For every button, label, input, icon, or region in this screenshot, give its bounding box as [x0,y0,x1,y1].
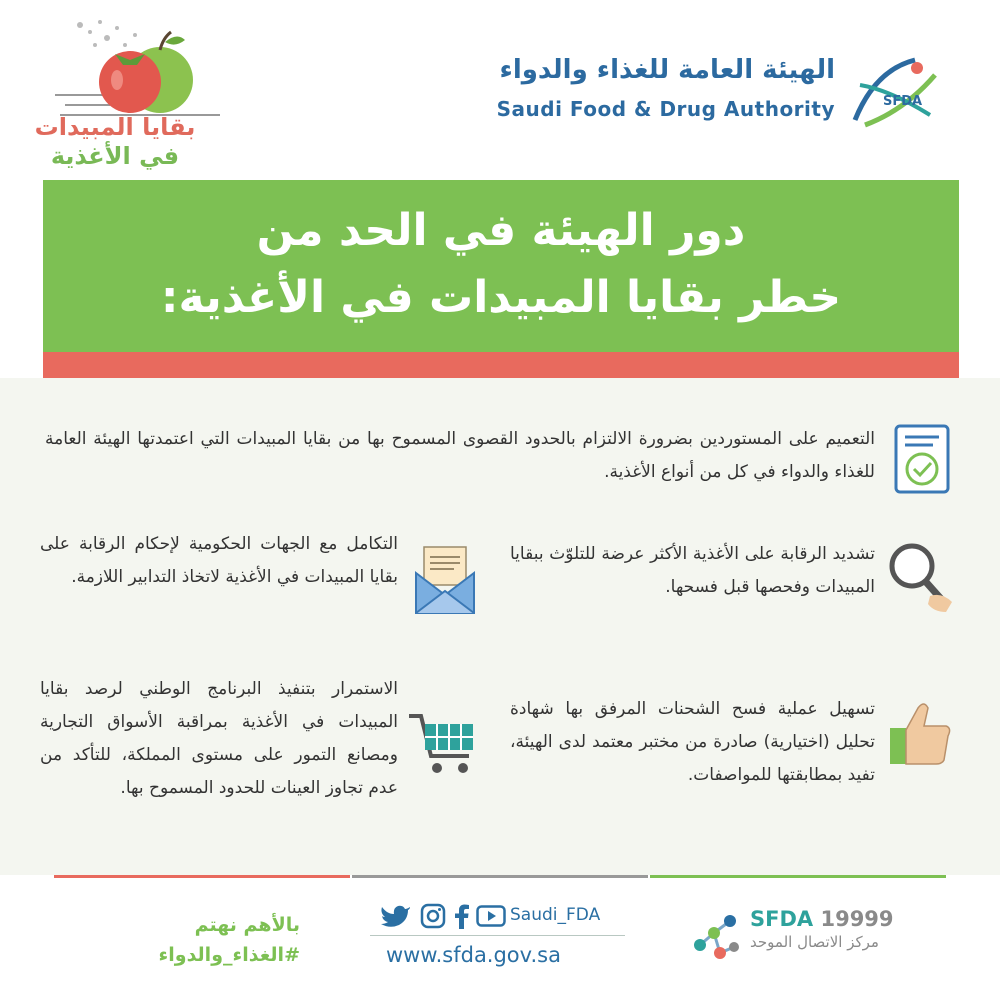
role-item-4: تسهيل عملية فسح الشحنات المرفق بها شهادة تحليل (اختيارية) صادرة من مختبر معتمد لدى الهيئة، تفيد بمطابقتها للمواصفات. [510,699,875,785]
footer-divider-grey [352,875,648,878]
cart-icon [405,708,479,782]
banner-accent-bar [43,352,959,378]
twitter-icon[interactable] [380,903,412,929]
authority-name-en: Saudi Food & Drug Authority [496,97,835,121]
call-center-digits: 19999 [820,907,894,931]
role-item-3: التكامل مع الجهات الحكومية لإحكام الرقابة على بقايا المبيدات في الأغذية لاتخاذ التدابير اللازمة. [40,534,398,587]
social-handle[interactable]: Saudi_FDA [510,905,601,925]
header-section [0,0,1000,378]
envelope-icon [414,543,476,619]
role-item-5: الاستمرار بتنفيذ البرنامج الوطني لرصد بقايا المبيدات في الأغذية بمراقبة الأسواق التجارية ومصانع التمور على مستوى المملكة، للتأكد من عدم تجاوز العينات للحدود المسموح بها. [40,679,398,798]
call-center-number[interactable] [750,907,894,931]
slogan-line1: بالأهم نهتم [194,914,300,936]
footer-social-divider [370,935,625,936]
banner-title-line2: خطر بقايا المبيدات في الأغذية: [160,272,842,323]
roles-list [0,378,1000,875]
slogan-hashtag[interactable]: #الغذاء_والدواء [158,944,300,966]
checklist-icon [893,423,951,499]
footer-divider-red [54,875,350,878]
footer-slogan [159,910,300,970]
network-icon [690,907,744,967]
sfda-logo [495,45,945,135]
website-link[interactable]: www.sfda.gov.sa [386,943,561,967]
campaign-title-line1: بقايا المبيدات [34,113,196,141]
footer-divider-green [650,875,946,878]
role-item-1: التعميم على المستوردين بضرورة الالتزام بالحدود القصوى المسموح بها من بقايا المبيدات التي اعتمدتها الهيئة العامة للغذاء والدواء في كل من أنواع الأغذية. [45,429,875,482]
youtube-icon[interactable] [476,905,506,927]
authority-name-ar: الهيئة العامة للغذاء والدواء [499,55,835,85]
call-center-label: مركز الاتصال الموحد [750,933,879,951]
magnifier-icon [886,540,956,619]
title-banner [43,180,959,352]
footer [0,875,1000,1000]
campaign-title-line2: في الأغذية [50,142,180,170]
call-center [690,907,894,967]
sfda-logo-text: SFDA [883,94,923,109]
role-item-2: تشديد الرقابة على الأغذية الأكثر عرضة للتلوّث ببقايا المبيدات وفحصها قبل فسحها. [510,544,875,597]
instagram-icon[interactable] [420,903,446,929]
banner-title-line1: دور الهيئة في الحد من [256,205,746,256]
call-center-brand: SFDA [750,907,814,931]
fruit-icon [45,10,245,125]
sfda-emblem-icon [845,50,945,130]
thumbs-up-icon [888,698,952,772]
facebook-icon[interactable] [454,903,470,929]
social-links [380,903,620,933]
